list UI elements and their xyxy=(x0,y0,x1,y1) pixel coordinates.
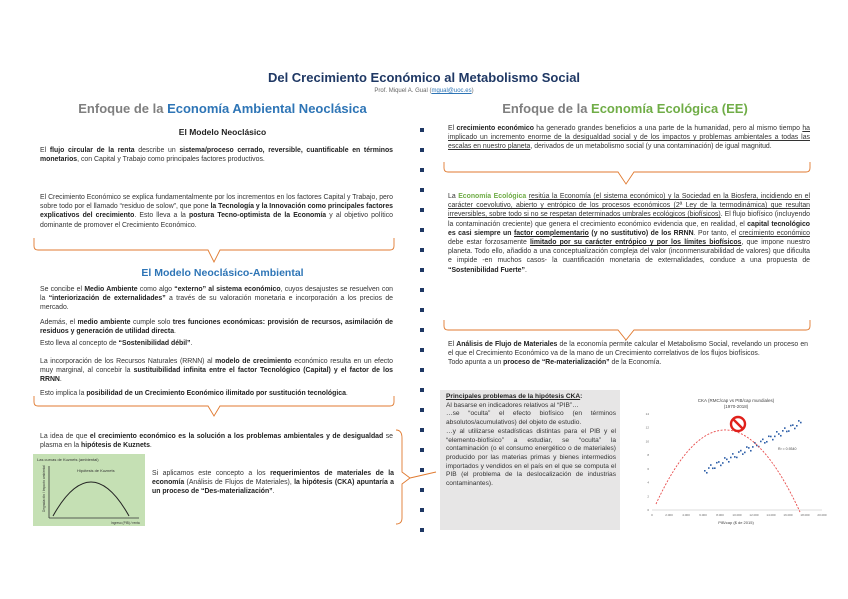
left-brace-1 xyxy=(30,236,400,266)
left-paragraph-7: Esto implica la posibilidad de un Crecimiento Económico ilimitado por sustitución tecnológica. xyxy=(40,390,348,397)
cka-data-point xyxy=(708,467,710,469)
left-heading: Enfoque de la Economía Ambiental Neoclásica xyxy=(78,101,367,116)
cka-x-tick: 8.000 xyxy=(716,513,724,517)
cka-chart-xlabel: PIB/cap ($ de 2015) xyxy=(718,520,754,525)
cka-data-point xyxy=(782,430,784,432)
cka-x-tick: 20.000 xyxy=(817,513,827,517)
right-brace-1 xyxy=(440,160,820,188)
cka-data-point xyxy=(764,442,766,444)
cka-data-point xyxy=(740,450,742,452)
cka-y-tick: 0 xyxy=(647,508,649,512)
cka-data-point xyxy=(796,425,798,427)
cka-y-tick: 2 xyxy=(647,494,649,499)
cka-data-point xyxy=(748,447,750,449)
cka-y-tick: 4 xyxy=(647,480,649,485)
cka-y-tick: 10 xyxy=(645,439,649,444)
cka-data-point xyxy=(752,446,754,448)
cka-data-point xyxy=(710,464,712,466)
cka-x-tick: 0 xyxy=(651,513,653,517)
prohibition-sign-icon xyxy=(731,417,745,431)
cka-data-point xyxy=(718,461,720,463)
cka-x-tick: 2.000 xyxy=(665,513,673,517)
cka-data-point xyxy=(790,425,792,427)
right-paragraph-1: El crecimiento económico ha generado grandes beneficios a una parte de la humanidad, pero al mismo tiempo ha implicado un incremento enorme de la desigualdad social y de los impactos y problemas ambientales a todas las escalas en nuestro planeta, derivados de un metabolismo social (y una contaminación) de igual magnitud. xyxy=(448,125,810,151)
cka-data-point xyxy=(788,430,790,432)
cka-x-tick: 6.000 xyxy=(699,513,707,517)
cka-data-point xyxy=(734,456,736,458)
cka-y-tick: 12 xyxy=(645,425,649,430)
cka-data-point xyxy=(736,457,738,459)
sub-modelo-neoclasico-ambiental: El Modelo Neoclásico-Ambiental xyxy=(141,267,304,279)
cka-data-point xyxy=(772,439,774,441)
cka-data-point xyxy=(712,467,714,469)
cka-data-point xyxy=(768,435,770,437)
cka-data-point xyxy=(776,431,778,433)
cka-problems-text: Principales problemas de la hipótesis CKA: Al basarse en indicadores relativos al “PIB”… …se “oculta” el efecto biofísico (en términos absolutos/acumulativos) del objeto de estudio. …y al utilizarse estadísticas distintas para el PIB y el “elemento-biofísico” a estudiar, se “oculta” la contaminación (o el consumo energético o de materiales) producido por las materias primas y bienes intermedios importados y vendidos en el país en el que se computa el PIB (el problema de la deslocalización de industrias contaminantes). xyxy=(446,393,616,488)
cka-data-point xyxy=(780,435,782,437)
cka-x-tick: 16.000 xyxy=(783,513,793,517)
left-paragraph-4: Además, el medio ambiente cumple solo tres funciones económicas: provisión de recursos, asimilación de residuos y generación de utilidad directa. xyxy=(40,319,394,336)
cka-x-tick: 14.000 xyxy=(766,513,776,517)
cka-data-point xyxy=(722,462,724,464)
kuznets-chart xyxy=(33,454,145,526)
cka-x-tick: 18.000 xyxy=(800,513,810,517)
poster-title: Del Crecimiento Económico al Metabolismo Social xyxy=(267,70,581,85)
cka-data-point xyxy=(742,453,744,455)
cka-chart-title: CKA (RMC/cap vs PIB/cap mundiales) xyxy=(697,398,775,403)
author-line: Prof. Miquel A. Gual (mgual@uoc.es) xyxy=(374,88,474,94)
left-paragraph-6: La incorporación de los Recursos Naturales (RRNN) al modelo de crecimiento económico resulta en un efecto muy marginal, al concebir la sustituibilidad infinita entre el factor Tecnológico (Capital) y el factor de los RRNN. xyxy=(40,358,394,384)
cka-data-point xyxy=(784,427,786,429)
cka-data-point xyxy=(716,462,718,464)
cka-data-point xyxy=(760,441,762,443)
cka-data-point xyxy=(794,428,796,430)
cka-r2-label: R² = 0.9340 xyxy=(778,447,797,451)
cka-data-point xyxy=(738,451,740,453)
right-paragraph-2: La Economía Ecológica resitúa la Economía (el sistema económico) y la Sociedad en la Biosfera, incidiendo en el carácter coevolutivo, abierto y entrópico de los procesos económicos (2ª Ley de la termodinámica) que resultan irreversibles, sobre todo si no se respetan determinados umbrales ecológicos (biofísicos). El flujo biofísico (incluyendo la contaminación creciente) que genera el crecimiento económico evidencia que, en realidad, el capital tecnológico es casi siempre un factor complementario (y no sustitutivo) de los RRNN. Por tanto, el crecimiento económico debe estar forzosamente limitado por su carácter entrópico y por los límites biofísicos, que impone nuestro planeta. Todo ello, añadido a una conceptualización compleja del valor (inconmensurabilidad de valores) que dificulta e impide -en muchos casos- la cuantificación monetaria de externalidades, conduce a una propuesta de “Sostenibilidad Fuerte”. xyxy=(448,193,811,274)
cka-data-point xyxy=(744,452,746,454)
left-paragraph-8: La idea de que el crecimiento económico es la solución a los problemas ambientales y de desigualdad se plasma en la hipótesis de Kuznets. xyxy=(40,433,393,450)
cka-data-point xyxy=(732,453,734,455)
cka-x-tick: 10.000 xyxy=(732,513,742,517)
left-paragraph-5: Esto lleva al concepto de “Sostenibilidad débil”. xyxy=(40,340,193,347)
right-heading: Enfoque de la Economía Ecológica (EE) xyxy=(502,101,748,116)
column-divider xyxy=(418,118,426,538)
cka-x-tick: 4.000 xyxy=(682,513,690,517)
left-paragraph-2: El Crecimiento Económico se explica fundamentalmente por los incrementos en los factores Capital y Trabajo, pero sobre todo por el llamado “residuo de solow”, que pone la Tecnología y la Innovación como principales factores explicativos del crecimiento. Esto lleva a la postura Tecno-optimista de la Economía y al objetivo político dominante de promover el Crecimiento Económico. xyxy=(40,194,393,229)
sub-modelo-neoclasico: El Modelo Neoclásico xyxy=(178,127,267,137)
cka-data-point xyxy=(724,457,726,459)
kuznets-ylabel: Degradación / Impacto ambiental xyxy=(42,465,46,512)
cka-data-point xyxy=(762,439,764,441)
left-paragraph-9: Si aplicamos este concepto a los requerimientos de materiales de la economía (Análisis de Flujos de Materiales), la hipótesis (CKA) apuntaría a un proceso de “Des-materialización”. xyxy=(152,470,394,496)
cka-data-point xyxy=(774,436,776,438)
left-paragraph-1: El flujo circular de la renta describe un sistema/proceso cerrado, reversible, cuantificable en términos monetarios, con Capital y Trabajo como principales factores productivos. xyxy=(40,147,394,164)
cka-data-point xyxy=(750,450,752,452)
cka-data-point xyxy=(706,472,708,474)
kuznets-top-label: Las curvas de Kuznets (ambiental) xyxy=(37,457,99,462)
left-paragraph-3: Se concibe el Medio Ambiente como algo “externo” al sistema económico, cuyos desajustes se resuelven con la “interiorización de externalidades” a través de su valoración monetaria e incorporación a los precios de mercado. xyxy=(40,286,394,312)
cka-data-point xyxy=(770,436,772,438)
kuznets-xlabel: Ingreso (PIB) / renta xyxy=(111,521,140,525)
cka-data-point xyxy=(730,457,732,459)
kuznets-curve-label: Hipótesis de Kuznets xyxy=(77,468,115,473)
cka-data-point xyxy=(726,459,728,461)
cka-y-tick: 6 xyxy=(647,466,649,471)
cka-data-point xyxy=(714,467,716,469)
right-paragraph-3: El Análisis de Flujo de Materiales de la economía permite calcular el Metabolismo Social, revelando un proceso en el que el Crecimiento Económico va de la mano de un Crecimiento correlativos de los flujos biofísicos. Todo apunta a un proceso de “Re-materialización” de la Economía. xyxy=(448,341,809,367)
cka-data-point xyxy=(798,420,800,422)
cka-y-tick: 8 xyxy=(647,453,649,458)
cka-x-tick: 12.000 xyxy=(749,513,759,517)
cka-data-point xyxy=(766,441,768,443)
cka-data-point xyxy=(778,433,780,435)
author-email-link[interactable]: mgual@uoc.es xyxy=(431,88,472,94)
cka-data-point xyxy=(786,431,788,433)
cka-data-point xyxy=(800,422,802,424)
cka-chart-subtitle: (1970-2018) xyxy=(723,404,749,409)
cka-data-point xyxy=(792,424,794,426)
cka-data-point xyxy=(728,461,730,463)
cka-data-point xyxy=(746,446,748,448)
cka-scatter-chart xyxy=(628,392,828,528)
cka-data-point xyxy=(704,470,706,472)
cka-y-tick: 14 xyxy=(645,412,649,416)
left-side-brace xyxy=(392,428,442,528)
left-brace-2 xyxy=(30,394,400,420)
cka-data-point xyxy=(720,465,722,467)
